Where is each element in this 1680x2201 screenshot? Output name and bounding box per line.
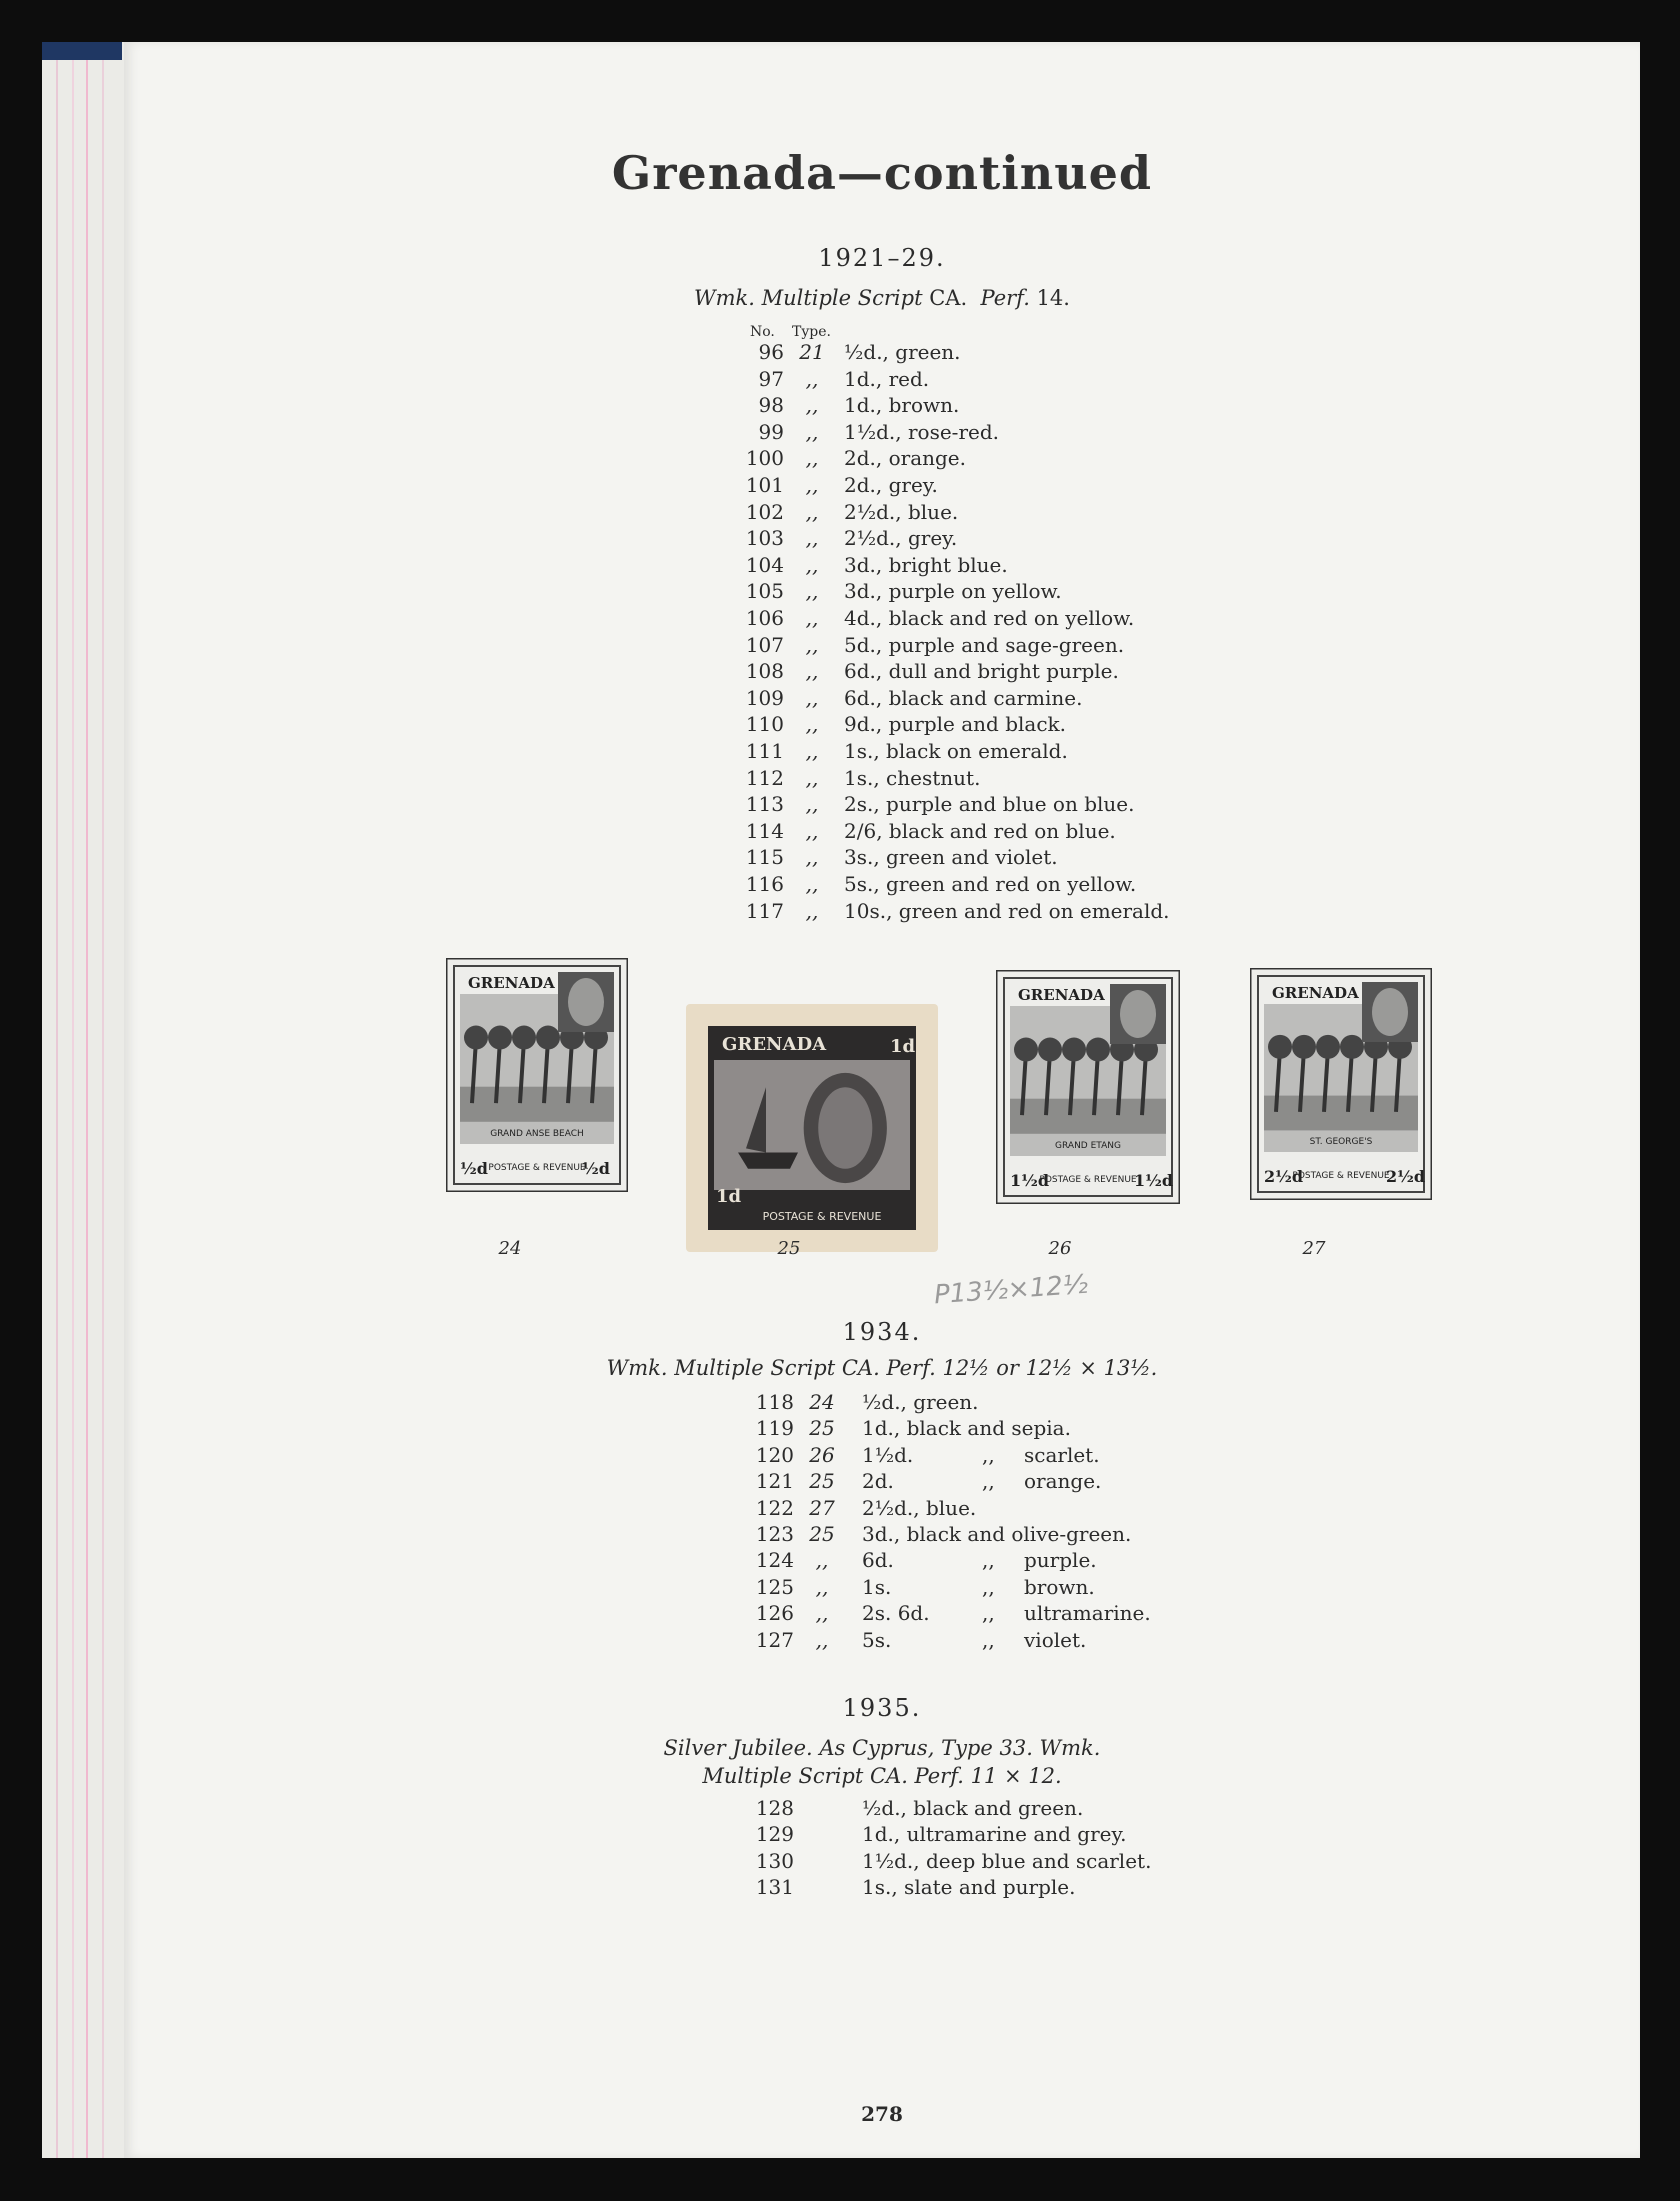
list-item <box>734 1443 1294 1469</box>
item-number: 104 <box>745 552 784 577</box>
item-ditto: ,, <box>982 1548 995 1573</box>
pencil-annotation: P13½×12½ <box>933 1269 1089 1311</box>
item-number: 129 <box>755 1822 794 1847</box>
album-page <box>124 42 1640 2158</box>
item-description: 1½d., deep blue and scarlet. <box>862 1848 1152 1873</box>
item-type: ,, <box>805 685 819 710</box>
item-type: ,, <box>815 1548 829 1573</box>
list-item <box>734 1416 1294 1442</box>
stamp-image <box>446 958 628 1192</box>
stamp-25 <box>686 1004 938 1252</box>
svg-text:1d: 1d <box>890 1036 916 1057</box>
item-description: 2d. <box>862 1469 894 1494</box>
list-item <box>734 1469 1294 1495</box>
item-type: 24 <box>809 1390 835 1414</box>
list-item <box>724 526 1284 552</box>
item-number: 105 <box>745 579 784 604</box>
item-type: 27 <box>809 1495 835 1520</box>
list-item <box>724 420 1284 446</box>
item-number: 125 <box>755 1574 794 1599</box>
stamp-24 <box>446 958 628 1192</box>
list-item <box>724 712 1284 738</box>
item-description: 1d., black and sepia. <box>862 1416 1071 1441</box>
item-type: 25 <box>809 1522 835 1546</box>
item-description: 1d., red. <box>844 366 930 391</box>
item-number: 101 <box>745 473 784 497</box>
list-item <box>734 1548 1294 1574</box>
item-color: purple. <box>1024 1548 1097 1573</box>
item-description: 1½d. <box>862 1442 914 1467</box>
list-item <box>724 500 1284 526</box>
book-cover-edge <box>42 42 122 60</box>
item-type: ,, <box>805 659 819 684</box>
svg-text:GRAND ANSE BEACH: GRAND ANSE BEACH <box>490 1129 584 1139</box>
subheading-ca: CA. <box>929 286 968 310</box>
item-type: ,, <box>815 1627 829 1652</box>
item-number: 106 <box>745 606 784 630</box>
item-type: ,, <box>805 872 819 896</box>
item-description: ½d., green. <box>844 340 961 364</box>
stamp-image <box>1250 968 1432 1200</box>
svg-text:POSTAGE & REVENUE: POSTAGE & REVENUE <box>1292 1171 1390 1181</box>
list-item <box>724 845 1284 871</box>
item-ditto: ,, <box>982 1627 995 1652</box>
item-number: 123 <box>755 1522 794 1546</box>
item-number: 118 <box>755 1390 794 1414</box>
svg-text:GRAND ETANG: GRAND ETANG <box>1055 1141 1121 1151</box>
list-item <box>724 819 1284 845</box>
section-1935-heading: 1935. <box>842 1694 922 1722</box>
item-description: 4d., black and red on yellow. <box>844 606 1135 630</box>
stamp-image <box>996 970 1180 1204</box>
item-type: ,, <box>805 419 819 444</box>
item-type: 26 <box>809 1442 835 1467</box>
list-item <box>724 579 1284 605</box>
item-number: 100 <box>745 446 784 471</box>
item-type: ,, <box>805 818 819 843</box>
item-description: 2½d., grey. <box>844 526 958 551</box>
page-title: Grenada—continued <box>611 146 1153 200</box>
item-type: ,, <box>805 765 819 790</box>
item-type: 21 <box>799 340 825 364</box>
item-number: 120 <box>755 1442 794 1467</box>
item-description: 6d., black and carmine. <box>844 685 1083 710</box>
svg-text:GRENADA: GRENADA <box>1272 984 1359 1002</box>
item-number: 107 <box>745 632 784 657</box>
list-item <box>734 1522 1294 1548</box>
svg-text:2½d: 2½d <box>1386 1167 1426 1186</box>
item-type: ,, <box>805 606 819 630</box>
stamp-caption: 24 <box>498 1238 522 1259</box>
item-number: 115 <box>745 845 784 870</box>
item-number: 108 <box>745 659 784 684</box>
item-type: ,, <box>805 552 819 577</box>
item-description: 1½d., rose-red. <box>844 419 999 444</box>
item-type: ,, <box>805 898 819 923</box>
item-description: 1d., brown. <box>844 393 960 418</box>
list-item <box>724 739 1284 765</box>
svg-text:POSTAGE & REVENUE: POSTAGE & REVENUE <box>488 1163 586 1173</box>
item-description: 2½d., blue. <box>862 1495 977 1520</box>
list-item <box>724 659 1284 685</box>
item-description: 1s. <box>862 1574 892 1599</box>
item-description: 6d., dull and bright purple. <box>844 659 1119 684</box>
subheading-perf: Perf. <box>980 286 1030 310</box>
list-item <box>724 899 1284 925</box>
item-ditto: ,, <box>982 1442 995 1467</box>
list-item <box>734 1628 1294 1654</box>
svg-text:½d: ½d <box>460 1159 488 1178</box>
section-1921-heading: 1921–29. <box>818 244 946 272</box>
svg-text:½d: ½d <box>582 1159 610 1178</box>
item-number: 126 <box>755 1601 794 1626</box>
item-description: 3s., green and violet. <box>844 845 1058 870</box>
item-number: 119 <box>755 1416 794 1441</box>
item-number: 102 <box>745 499 784 524</box>
item-description: 1s., black on emerald. <box>844 739 1068 763</box>
item-description: 5d., purple and sage-green. <box>844 632 1125 657</box>
list-item <box>724 633 1284 659</box>
list-item <box>724 792 1284 818</box>
svg-text:1½d: 1½d <box>1134 1171 1174 1190</box>
section-1935-subheading-line1: Silver Jubilee. As Cyprus, Type 33. Wmk. <box>663 1736 1101 1760</box>
item-number: 113 <box>745 792 784 817</box>
item-description: 3d., purple on yellow. <box>844 579 1062 604</box>
list-item <box>734 1575 1294 1601</box>
svg-text:GRENADA: GRENADA <box>468 974 555 992</box>
subheading-watermark: Wmk. Multiple Script <box>694 286 923 310</box>
list-item <box>724 606 1284 632</box>
list-item <box>724 872 1284 898</box>
stamp-caption: 25 <box>777 1238 801 1259</box>
item-number: 131 <box>755 1875 794 1900</box>
section-1935-subheading-line2: Multiple Script CA. Perf. 11 × 12. <box>702 1764 1062 1788</box>
item-number: 112 <box>745 765 784 790</box>
book-page-edges <box>42 42 133 2158</box>
item-number: 98 <box>758 393 784 418</box>
item-description: 2/6, black and red on blue. <box>844 818 1116 843</box>
section-1934-heading: 1934. <box>842 1318 922 1346</box>
item-number: 116 <box>745 872 784 896</box>
stamp-26 <box>996 970 1180 1204</box>
list-item <box>724 367 1284 393</box>
item-description: 3d., bright blue. <box>844 552 1008 577</box>
stamp-27 <box>1250 968 1432 1200</box>
item-number: 124 <box>755 1548 794 1573</box>
item-number: 97 <box>758 366 784 391</box>
item-description: 5s., green and red on yellow. <box>844 872 1137 896</box>
section-1934-subheading: Wmk. Multiple Script CA. Perf. 12½ or 12½ × 13½. <box>606 1356 1158 1380</box>
list-item <box>724 686 1284 712</box>
list-item <box>734 1822 1294 1848</box>
item-type: ,, <box>805 446 819 471</box>
item-type: ,, <box>805 845 819 870</box>
item-number: 121 <box>755 1469 794 1494</box>
item-description: 1s., slate and purple. <box>862 1875 1076 1900</box>
list-item <box>724 473 1284 499</box>
item-number: 130 <box>755 1848 794 1873</box>
svg-text:POSTAGE & REVENUE: POSTAGE & REVENUE <box>762 1210 882 1223</box>
list-item <box>734 1849 1294 1875</box>
item-number: 127 <box>755 1627 794 1652</box>
column-header-no: No. <box>750 324 775 340</box>
column-header-type: Type. <box>792 324 831 340</box>
item-type: ,, <box>805 366 819 391</box>
item-type: ,, <box>805 792 819 817</box>
item-number: 111 <box>745 739 784 763</box>
item-ditto: ,, <box>982 1469 995 1494</box>
list-item <box>724 766 1284 792</box>
svg-text:GRENADA: GRENADA <box>722 1034 827 1055</box>
list-item <box>724 340 1284 366</box>
item-number: 96 <box>758 340 784 364</box>
list-item <box>734 1601 1294 1627</box>
item-type: ,, <box>805 499 819 524</box>
item-color: orange. <box>1024 1469 1102 1494</box>
item-number: 128 <box>755 1796 794 1820</box>
subheading-perf-value: 14. <box>1036 286 1070 310</box>
svg-text:1½d: 1½d <box>1010 1171 1050 1190</box>
item-color: violet. <box>1024 1627 1087 1652</box>
item-type: ,, <box>805 393 819 418</box>
item-description: 5s. <box>862 1627 892 1652</box>
list-item <box>734 1875 1294 1901</box>
item-description: 3d., black and olive-green. <box>862 1522 1132 1546</box>
svg-text:POSTAGE & REVENUE: POSTAGE & REVENUE <box>1039 1175 1137 1185</box>
item-type: 25 <box>809 1416 835 1441</box>
svg-text:ST. GEORGE'S: ST. GEORGE'S <box>1309 1137 1373 1147</box>
item-number: 109 <box>745 685 784 710</box>
item-number: 103 <box>745 526 784 551</box>
item-number: 99 <box>758 419 784 444</box>
item-type: ,, <box>805 526 819 551</box>
item-type: ,, <box>805 739 819 763</box>
item-description: 2d., orange. <box>844 446 967 471</box>
item-ditto: ,, <box>982 1574 995 1599</box>
item-ditto: ,, <box>982 1601 995 1626</box>
list-item <box>734 1496 1294 1522</box>
item-description: 2s. 6d. <box>862 1601 930 1626</box>
item-type: ,, <box>815 1601 829 1626</box>
item-description: ½d., green. <box>862 1390 979 1414</box>
item-description: 2½d., blue. <box>844 499 959 524</box>
item-type: ,, <box>805 579 819 604</box>
stamp-caption: 26 <box>1048 1238 1072 1259</box>
item-color: scarlet. <box>1024 1442 1100 1467</box>
list-item <box>724 446 1284 472</box>
item-description: 10s., green and red on emerald. <box>844 898 1170 923</box>
item-description: 1s., chestnut. <box>844 765 981 790</box>
item-description: 6d. <box>862 1548 894 1573</box>
list-item <box>734 1796 1294 1822</box>
list-item <box>734 1390 1294 1416</box>
svg-text:2½d: 2½d <box>1264 1167 1304 1186</box>
item-type: ,, <box>815 1574 829 1599</box>
svg-text:1d: 1d <box>716 1186 742 1207</box>
item-description: 2s., purple and blue on blue. <box>844 792 1135 817</box>
item-number: 114 <box>745 818 784 843</box>
item-description: 1d., ultramarine and grey. <box>862 1822 1127 1847</box>
item-description: ½d., black and green. <box>862 1796 1084 1820</box>
list-item <box>724 553 1284 579</box>
item-color: brown. <box>1024 1574 1095 1599</box>
item-number: 117 <box>745 898 784 923</box>
page-number: 278 <box>861 2102 903 2126</box>
stamp-image <box>686 1004 938 1252</box>
item-number: 122 <box>755 1495 794 1520</box>
item-type: ,, <box>805 473 819 497</box>
item-description: 2d., grey. <box>844 473 938 497</box>
section-1921-subheading <box>124 286 1640 310</box>
item-type: 25 <box>809 1469 835 1494</box>
stamp-caption: 27 <box>1302 1238 1326 1259</box>
item-description: 9d., purple and black. <box>844 712 1067 737</box>
item-number: 110 <box>745 712 784 737</box>
item-type: ,, <box>805 712 819 737</box>
list-item <box>724 393 1284 419</box>
svg-text:GRENADA: GRENADA <box>1018 986 1105 1004</box>
item-type: ,, <box>805 632 819 657</box>
item-color: ultramarine. <box>1024 1601 1151 1626</box>
